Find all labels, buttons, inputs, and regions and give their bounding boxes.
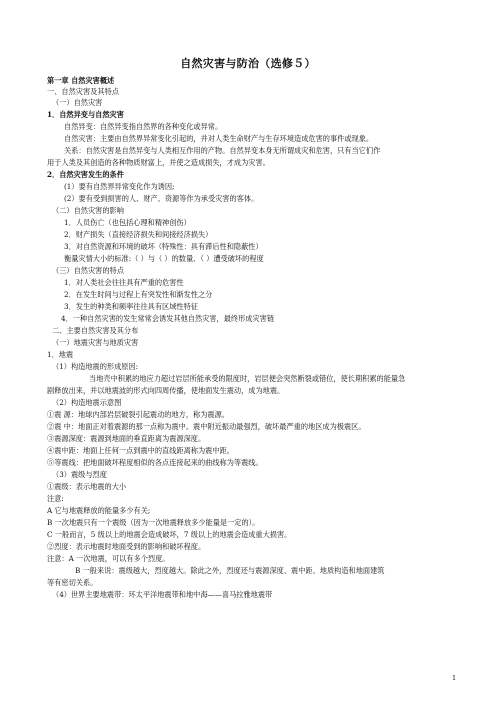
text-line: （4）世界主要地震带：环太平洋地震带和地中海——喜马拉雅地震带 [52, 590, 273, 599]
text-line: ②震 中：地面正对着震源的那一点称为震中。震中附近振动最强烈，破坏最严重的地区成为极震区。 [47, 422, 366, 431]
text-line: 关系：自然灾害是自然异变与人类相互作用的产物。自然异变本身无所谓成灾和危害，只有当它们作 [64, 146, 381, 155]
text-line: ②烈度：表示地震时地面受到的影响和破坏程度。 [47, 542, 206, 551]
text-line: 剧释放出来，并以地震波的形式向四周传播，使地面发生震动，成为地震。 [47, 386, 285, 395]
text-line: 2．财产损失（直接经济损失和间接经济损失） [64, 230, 213, 239]
text-line: B 一次地震只有一个震级（因为一次地震释放多少能量是一定的）。 [47, 518, 260, 527]
text-line: 3．对自然资源和环境的破坏（特殊性：具有滞后性和隐蔽性） [64, 242, 263, 251]
text-line: （二）自然灾害的影响 [52, 206, 124, 215]
text-line: 自然灾害：主要由自然界异常变化引起的，并对人类生命财产与生存环境造成危害的事件或现象。 [64, 134, 374, 143]
text-line: 一、自然灾害及其特点 [47, 87, 119, 96]
text-line: （一）自然灾害 [52, 98, 103, 107]
text-line: （2）构造地震示意图 [52, 398, 122, 407]
text-line: 第一章 自然灾害概述 [47, 76, 115, 85]
text-line: 1．人员伤亡（也包括心理和精神创伤） [64, 218, 191, 227]
text-line: 3．发生的种类和频率往往具有区域性特征 [64, 302, 198, 311]
text-line: A 它与地震释放的能量多少有关; [47, 506, 151, 515]
text-line: 1．对人类社会往往具有严重的危害性 [64, 278, 184, 287]
text-line: （一）地震灾害与地质灾害 [52, 338, 139, 347]
text-line: B 一般来说：震级越大，烈度越大。除此之外，烈度还与震源深度、震中距、地质构造和地面建筑 [75, 566, 385, 575]
text-line: 注意: [47, 494, 64, 503]
text-line: ①震级：表示地震的大小 [47, 482, 127, 491]
text-line: 注意：A 一次地震，可以有多个烈度。 [47, 554, 170, 563]
text-line: 自然异变：自然异变指自然界的各种变化或异常。 [64, 122, 223, 131]
text-line: (1）要有自然界异常变化作为诱因; [64, 182, 175, 191]
text-line: C 一般而言，5 级以上的地震会造成破坏，7 级以上的地震会造成重大损害。 [47, 530, 292, 539]
text-line: 4．一种自然灾害的发生常常会诱发其他自然灾害，最终形成灾害链 [61, 314, 275, 323]
text-line: ①震 源：地球内部岩层破裂引起震动的地方，称为震源。 [47, 410, 229, 419]
text-line: 1．自然异变与自然灾害 [47, 110, 124, 119]
document-title: 自然灾害与防治（选修５） [180, 57, 316, 70]
text-line: 当地壳中积累的地应力超过岩层所能承受的限度时，岩层便会突然断裂或错位，使长期积累的能量急 [89, 374, 406, 383]
text-line: （三）自然灾害的特点 [52, 266, 124, 275]
text-line: ④震中距：地面上任何一点到震中的直线距离称为震中距。 [47, 446, 234, 455]
text-line: 用于人类及其创造的各种物质财富上，并使之造成损失，才成为灾害。 [47, 158, 270, 167]
text-line: （3）震级与烈度 [52, 470, 107, 479]
text-line: 2．自然灾害发生的条件 [47, 170, 124, 179]
text-line: 衡量灾情大小的标准:（ ）与（ ）的数量、（ ）遭受破坏的程度 [64, 254, 264, 263]
text-line: ③震源深度：震源到地面的垂直距离为震源深度。 [47, 434, 206, 443]
text-line: ⑤等震线：把地面破坏程度相似的各点连接起来的曲线称为等震线。 [47, 458, 263, 467]
page-number: 1 [452, 674, 457, 682]
text-line: （1）构造地震的形成原因: [52, 362, 139, 371]
text-line: 2．在发生时间与过程上有突发性和渐发性之分 [64, 290, 213, 299]
text-line: (2）要有受到损害的人、财产、资源等作为承受灾害的客体。 [64, 194, 259, 203]
text-line: 二、主要自然灾害及其分布 [52, 326, 139, 335]
text-line: 1．地震 [47, 350, 74, 359]
text-line: 等有密切关系。 [47, 578, 98, 587]
